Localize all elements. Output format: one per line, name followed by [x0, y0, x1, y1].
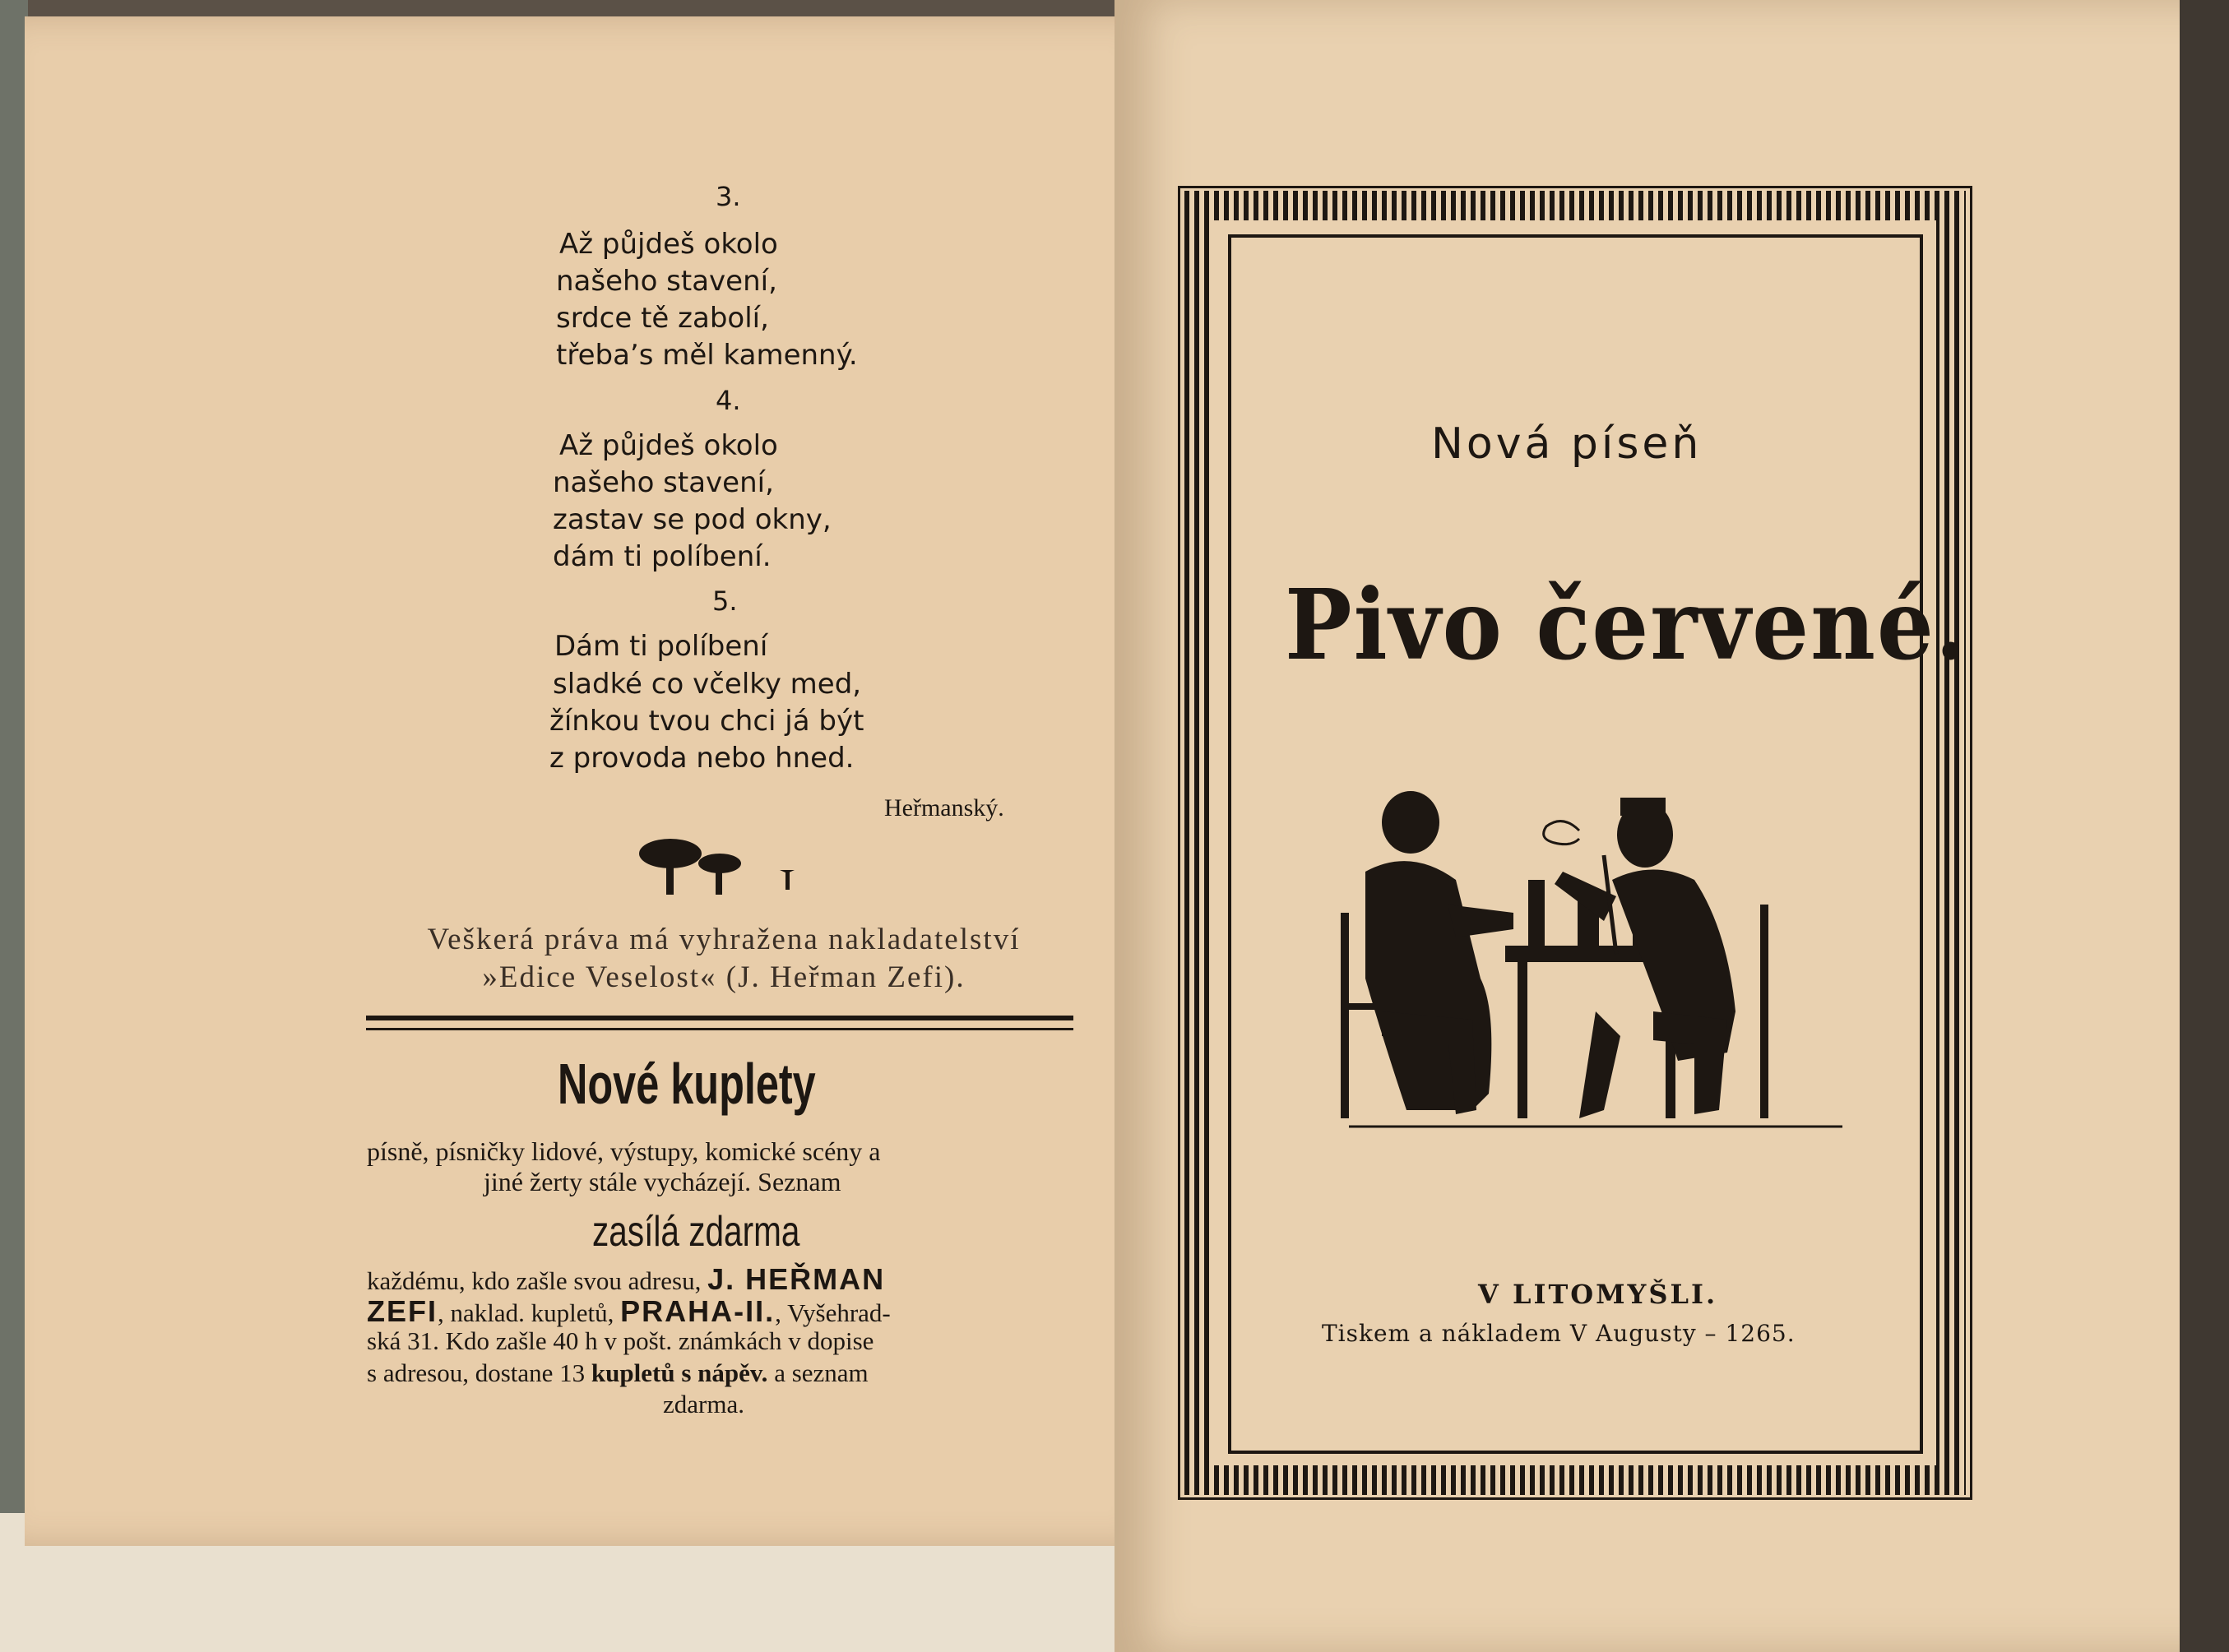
ad-body-line	[367, 1294, 891, 1329]
double-rule-top	[366, 1016, 1073, 1020]
ad-line: jiné žerty stále vycházejí. Seznam	[484, 1167, 841, 1196]
ad-body-line	[367, 1262, 885, 1297]
ad-text-segment: a seznam	[767, 1358, 869, 1387]
ad-subheading: zasílá zdarma	[592, 1208, 800, 1256]
stanza-number: 5.	[712, 585, 738, 617]
subtitle: Nová píseň	[1431, 419, 1703, 469]
verse-line: třeba’s měl kamenný.	[556, 339, 858, 372]
verse-line: Až půjdeš okolo	[559, 429, 778, 462]
verse-line: z provoda nebo hned.	[549, 742, 855, 775]
verse-line: Až půjdeš okolo	[559, 228, 778, 261]
verse-line: žínkou tvou chci já být	[549, 705, 864, 738]
ad-text-segment: s adresou, dostane 13	[367, 1358, 591, 1387]
verse-line: Dám ti políbení	[554, 630, 768, 663]
ad-line: písně, písničky lidové, výstupy, komické scény a	[367, 1136, 881, 1166]
rights-line: Veškerá práva má vyhražena nakladatelství	[427, 923, 1021, 956]
ad-body-line	[367, 1358, 869, 1388]
book-edge-right	[2180, 0, 2229, 1652]
ad-publisher-name: ZEFI	[367, 1294, 438, 1328]
imprint-place: V LITOMYŠLI.	[1478, 1279, 1718, 1310]
verse-line: srdce tě zabolí,	[556, 302, 769, 335]
ad-body-line: zdarma.	[663, 1390, 744, 1418]
ad-heading: Nové kuplety	[558, 1052, 816, 1116]
ad-text-segment: , Vyšehrad-	[775, 1298, 891, 1327]
title: Pivo červené.	[1285, 567, 1968, 682]
verse-line: sladké co včelky med,	[553, 668, 862, 701]
rights-notice	[362, 921, 1086, 997]
ad-text-segment: každému, kdo zašle svou adresu,	[367, 1266, 708, 1295]
mushroom-ornament	[633, 831, 814, 905]
imprint-line: Tiskem a nákladem V Augusty – 1265.	[1322, 1320, 1796, 1347]
ad-text-segment: , naklad. kupletů,	[438, 1298, 621, 1327]
stanza-number: 4.	[716, 385, 741, 416]
verse-line: zastav se pod okny,	[553, 503, 832, 536]
poem-author: Heřmanský.	[884, 794, 1004, 821]
tavern-illustration	[1332, 765, 1859, 1143]
double-rule-bottom	[366, 1028, 1073, 1030]
ad-text-segment: kupletů s nápěv.	[591, 1358, 768, 1387]
ad-body-line: ská 31. Kdo zašle 40 h v pošt. známkách v dopise	[367, 1326, 874, 1355]
verse-line: našeho stavení,	[556, 265, 777, 298]
verse-line: dám ti políbení.	[553, 540, 772, 573]
ad-publisher-name: J. HEŘMAN	[707, 1262, 886, 1296]
rights-line: »Edice Veselost« (J. Heřman Zefi).	[482, 960, 966, 994]
verse-line: našeho stavení,	[553, 466, 774, 499]
stanza-number: 3.	[716, 181, 741, 212]
book-edge-left	[0, 0, 28, 1546]
ad-city: PRAHA-II.	[620, 1294, 776, 1328]
